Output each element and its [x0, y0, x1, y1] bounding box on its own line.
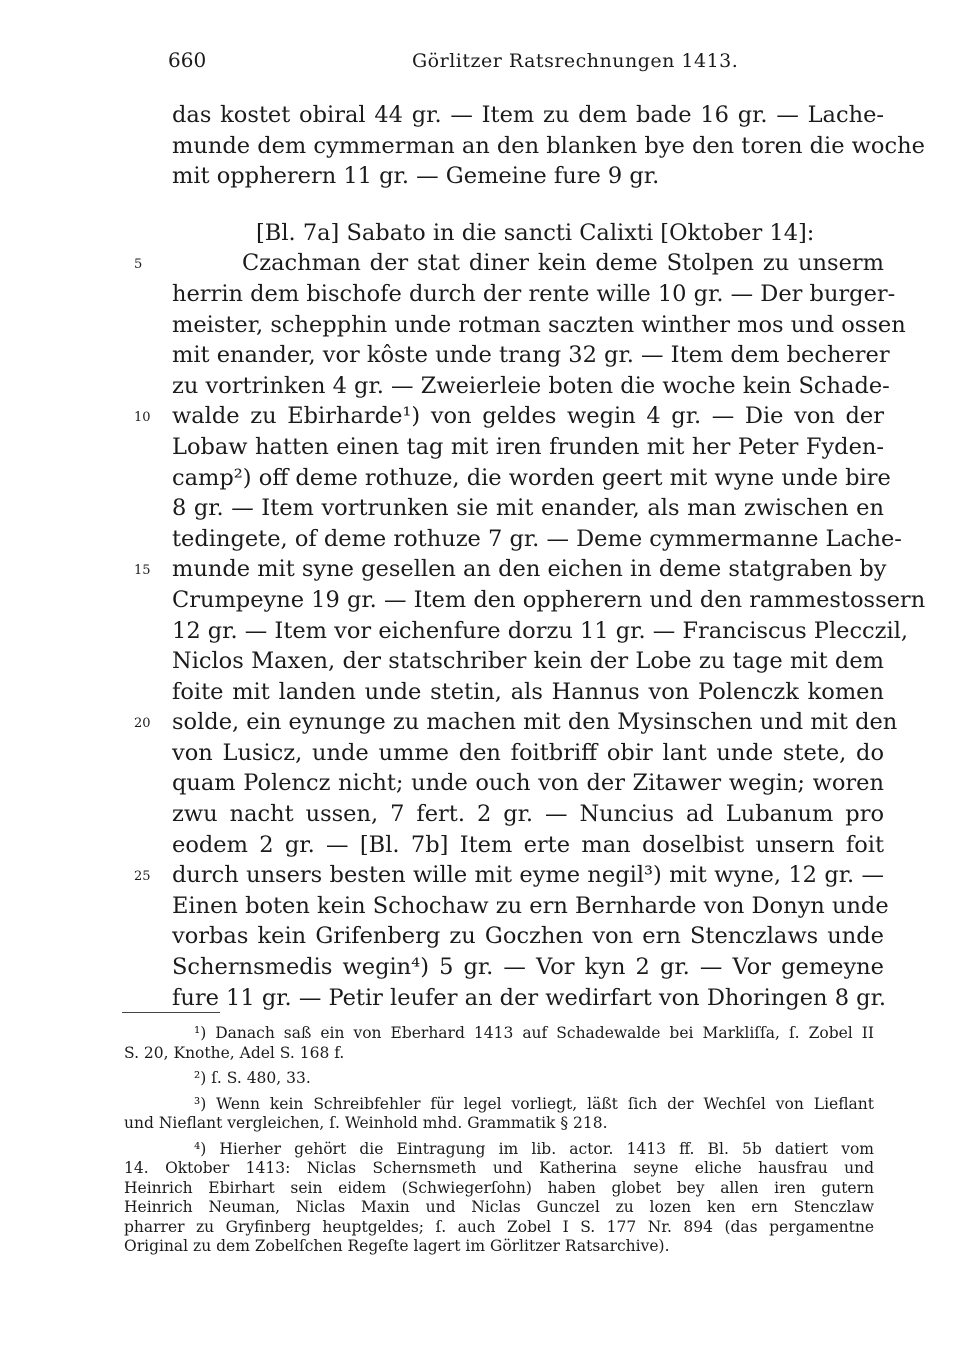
text-line — [134, 860, 884, 891]
footnote-rule — [122, 1012, 220, 1013]
line-text: mit oppherern 11 gr. — Gemeine fure 9 gr. — [172, 163, 660, 190]
text-line — [172, 952, 884, 983]
line-text: von Lusicz, unde umme den foitbriff obir lant unde stete, do — [172, 739, 884, 766]
text-line — [172, 100, 884, 131]
text-line — [172, 279, 896, 310]
footnote-line: S. 20, Knothe, Adel S. 168 f. — [124, 1043, 345, 1062]
line-text: eodem 2 gr. — [Bl. 7b] Item erte man doselbist unsern foit — [172, 831, 884, 858]
text-line — [172, 131, 925, 162]
text-line — [172, 921, 884, 952]
line-text: walde zu Ebirharde¹) von geldes wegin 4 gr. — Die von der — [172, 403, 884, 430]
main-text — [134, 100, 926, 1013]
line-text: 8 gr. — Item vortrunken sie mit enander, als man zwischen en — [172, 495, 884, 522]
text-line — [172, 585, 926, 616]
text-line — [172, 983, 887, 1014]
text-line — [172, 463, 891, 494]
line-number: 5 — [134, 257, 143, 273]
line-text: munde dem cymmerman an den blanken bye den toren die woche — [172, 132, 925, 159]
line-text: Einen boten kein Schochaw zu ern Bernharde von Donyn unde — [172, 892, 889, 919]
running-title: Görlitzer Ratsrechnungen 1413. — [412, 50, 739, 72]
text-line — [172, 493, 884, 524]
text-line — [172, 768, 884, 799]
text-line — [134, 554, 887, 585]
line-text: durch unsers besten wille mit eyme negil³) mit wyne, 12 gr. — — [172, 862, 884, 889]
line-text: das kostet obiral 44 gr. — Item zu dem bade 16 gr. — Lache- — [172, 102, 884, 128]
text-line — [172, 524, 902, 555]
line-text: tedingete, of deme rothuze 7 gr. — Deme cymmermanne Lache- — [172, 525, 902, 552]
text-line — [172, 340, 890, 371]
text-line — [172, 891, 889, 922]
line-text: zwu nacht ussen, 7 fert. 2 gr. — Nuncius ad Lubanum pro — [172, 801, 884, 828]
text-line — [172, 310, 906, 341]
line-text: foite mit landen unde stetin, als Hannus von Polenczk komen — [172, 678, 884, 705]
footnote-line: und Nieflant vergleichen, ſ. Weinhold mhd. Grammatik § 218. — [124, 1114, 608, 1132]
text-line — [172, 738, 884, 769]
footnote-line: Original zu dem Zobelſchen Regeſte lagert im Görlitzer Ratsarchive). — [124, 1237, 670, 1255]
line-text: camp²) off deme rothuze, die worden geert mit wyne unde bire — [172, 464, 891, 491]
line-text: Niclos Maxen, der statschriber kein der Lobe zu tage mit dem — [172, 648, 884, 675]
line-text: mit enander, vor kôste unde trang 32 gr. — Item dem becherer — [172, 342, 890, 369]
text-line — [134, 248, 884, 279]
footnote-line: Heinrich Ebirhart sein eidem (Schwiegerſohn) haben globet bey allen iren gutern — [124, 1178, 874, 1197]
line-text: herrin dem bischofe durch der rente wille 10 gr. — Der burger- — [172, 280, 896, 307]
text-line — [172, 646, 884, 677]
line-text: fure 11 gr. — Petir leufer an der wedirfart von Dhoringen 8 gr. — [172, 984, 887, 1011]
line-text: Czachman der stat diner kein deme Stolpen zu unserm — [242, 250, 884, 277]
heading-text: [Bl. 7a] Sabato in die sancti Calixti [Oktober 14]: — [256, 219, 815, 246]
line-text: zu vortrinken 4 gr. — Zweierleie boten die woche kein Schade- — [172, 372, 890, 399]
line-text: munde mit syne gesellen an den eichen in deme statgraben by — [172, 556, 887, 583]
page-header — [168, 48, 888, 78]
text-line — [172, 677, 884, 708]
line-text: vorbas kein Grifenberg zu Goczhen von ern Stenczlaws unde — [172, 923, 884, 950]
footnote-line: ²) ſ. S. 480, 33. — [194, 1069, 311, 1087]
line-text: 12 gr. — Item vor eichenfure dorzu 11 gr. — Franciscus Plecczil, — [172, 617, 909, 644]
footnote-line: Heinrich Neuman, Niclas Maxin und Niclas Gunczel zu lozen ken ern Stenczlaw — [124, 1198, 874, 1216]
section-heading — [172, 218, 884, 249]
line-text: meister, schepphin unde rotman saczten winther mos und ossen — [172, 311, 906, 338]
line-number: 15 — [134, 563, 151, 579]
text-line — [172, 799, 884, 830]
line-text: Schernsmedis wegin⁴) 5 gr. — Vor kyn 2 gr. — Vor gemeyne — [172, 954, 884, 981]
footnote-line: pharrer zu Gryfinberg heuptgeldes; ſ. auch Zobel I S. 177 Nr. 894 (das pergamentne — [124, 1217, 874, 1236]
line-text: solde, ein eynunge zu machen mit den Mysinschen und mit den — [172, 709, 898, 736]
text-line — [172, 161, 884, 192]
text-line — [172, 830, 884, 861]
line-text: quam Polencz nicht; unde ouch von der Zitawer wegin; woren — [172, 770, 884, 797]
line-number: 10 — [134, 410, 151, 426]
footnote-line: ⁴) Hierher gehört die Eintragung im lib. actor. 1413 ff. Bl. 5b datiert vom — [194, 1139, 874, 1158]
footnote-line: 14. Oktober 1413: Niclas Schernsmeth und Katherina seyne eliche hausfrau und — [124, 1159, 874, 1177]
footnotes — [124, 1024, 874, 1257]
text-line — [134, 707, 898, 738]
line-text: Crumpeyne 19 gr. — Item den oppherern und den rammestossern — [172, 586, 926, 613]
text-line — [172, 371, 890, 402]
line-number: 20 — [134, 716, 151, 732]
text-line — [172, 432, 884, 463]
line-text: Lobaw hatten einen tag mit iren frunden mit her Peter Fyden- — [172, 433, 884, 460]
text-line — [172, 616, 909, 647]
line-number: 25 — [134, 869, 151, 885]
footnote-line: ³) Wenn kein Schreibfehler für legel vorliegt, läßt ſich der Wechſel von Lieflant — [194, 1094, 874, 1113]
footnote-line: ¹) Danach saß ein von Eberhard 1413 auf Schadewalde bei Markliſſa, ſ. Zobel II — [194, 1024, 874, 1042]
text-line — [134, 401, 884, 432]
page-number: 660 — [168, 48, 207, 72]
